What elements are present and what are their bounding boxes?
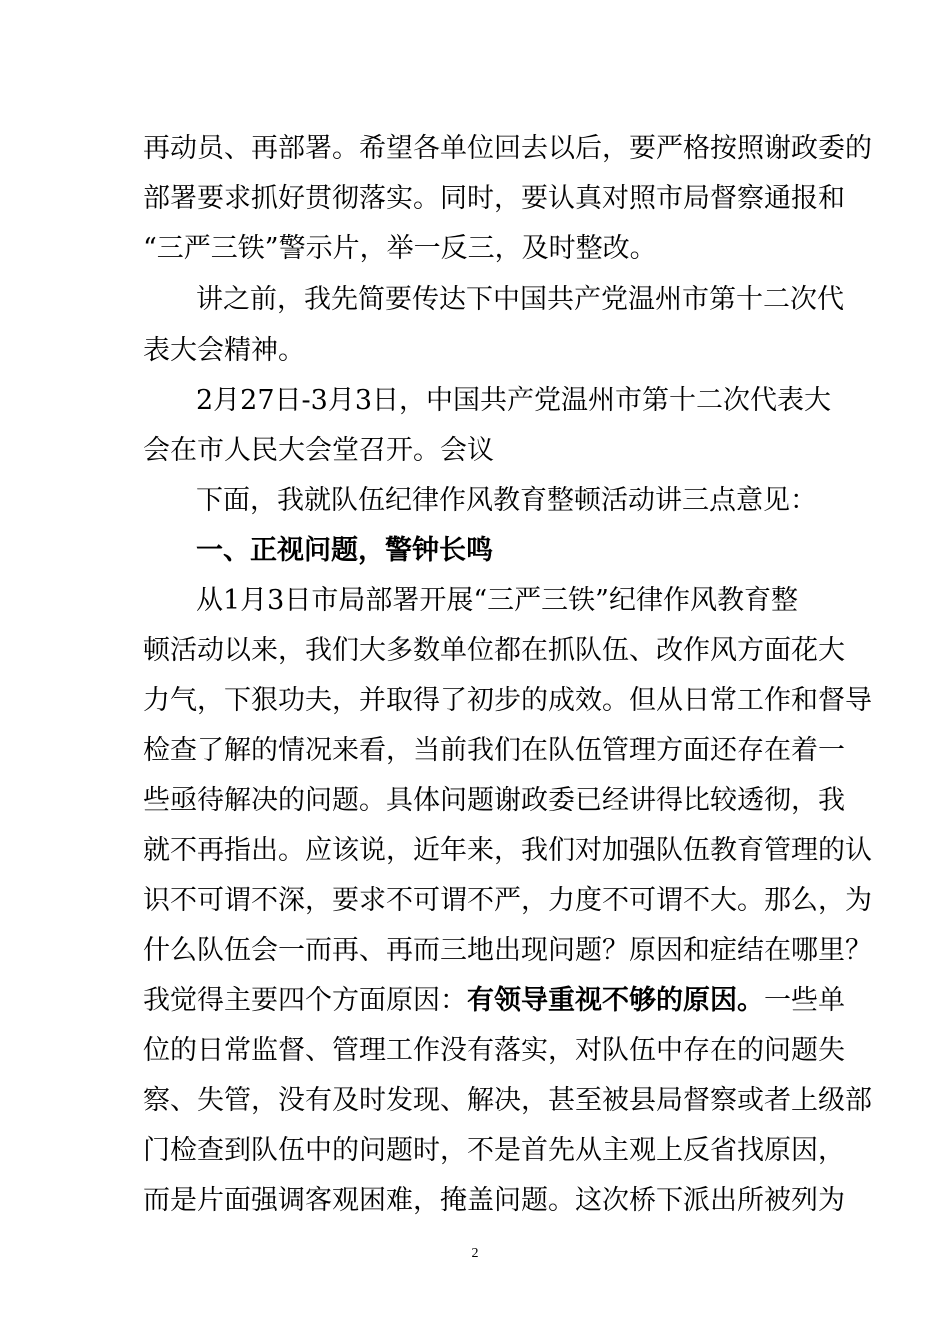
paragraph-line: 而是片面强调客观困难，掩盖问题。这次桥下派出所被列为 xyxy=(143,1185,845,1216)
paragraph-line: 从1月3日市局部署开展“三严三铁”纪律作风教育整 xyxy=(196,585,798,616)
paragraph-line: 门检查到队伍中的问题时，不是首先从主观上反省找原因， xyxy=(143,1135,845,1166)
paragraph-line: 顿活动以来，我们大多数单位都在抓队伍、改作风方面花大 xyxy=(143,635,845,666)
paragraph-line: 下面，我就队伍纪律作风教育整顿活动讲三点意见： xyxy=(196,485,817,516)
paragraph-line: 些亟待解决的问题。具体问题谢政委已经讲得比较透彻，我 xyxy=(143,785,845,816)
paragraph-line: “三严三铁”警示片，举一反三，及时整改。 xyxy=(143,233,657,264)
paragraph-line: 表大会精神。 xyxy=(143,335,305,366)
paragraph-line: 什么队伍会一而再、再而三地出现问题？原因和症结在哪里？ xyxy=(143,935,872,966)
bold-emphasis: 有领导重视不够的原因。 xyxy=(467,985,764,1016)
paragraph-line: 位的日常监督、管理工作没有落实，对队伍中存在的问题失 xyxy=(143,1035,845,1066)
paragraph-line: 再动员、再部署。希望各单位回去以后，要严格按照谢政委的 xyxy=(143,133,872,164)
paragraph-line: 识不可谓不深，要求不可谓不严，力度不可谓不大。那么，为 xyxy=(143,885,872,916)
paragraph-line: 2月27日-3月3日，中国共产党温州市第十二次代表大 xyxy=(196,385,832,416)
paragraph-line-mixed xyxy=(143,984,845,1018)
section-heading: 一、正视问题，警钟长鸣 xyxy=(196,535,493,566)
paragraph-line: 检查了解的情况来看，当前我们在队伍管理方面还存在着一 xyxy=(143,735,845,766)
line-text: 一些单 xyxy=(764,985,845,1016)
line-text: 我觉得主要四个方面原因： xyxy=(143,985,467,1016)
paragraph-line: 力气，下狠功夫，并取得了初步的成效。但从日常工作和督导 xyxy=(143,685,872,716)
paragraph-line: 察、失管，没有及时发现、解决，甚至被县局督察或者上级部 xyxy=(143,1085,872,1116)
page-number: 2 xyxy=(471,1246,479,1261)
paragraph-line: 部署要求抓好贯彻落实。同时，要认真对照市局督察通报和 xyxy=(143,183,845,214)
paragraph-line: 讲之前，我先简要传达下中国共产党温州市第十二次代 xyxy=(196,284,844,315)
paragraph-line: 就不再指出。应该说，近年来，我们对加强队伍教育管理的认 xyxy=(143,835,872,866)
paragraph-line: 会在市人民大会堂召开。会议 xyxy=(143,435,494,466)
